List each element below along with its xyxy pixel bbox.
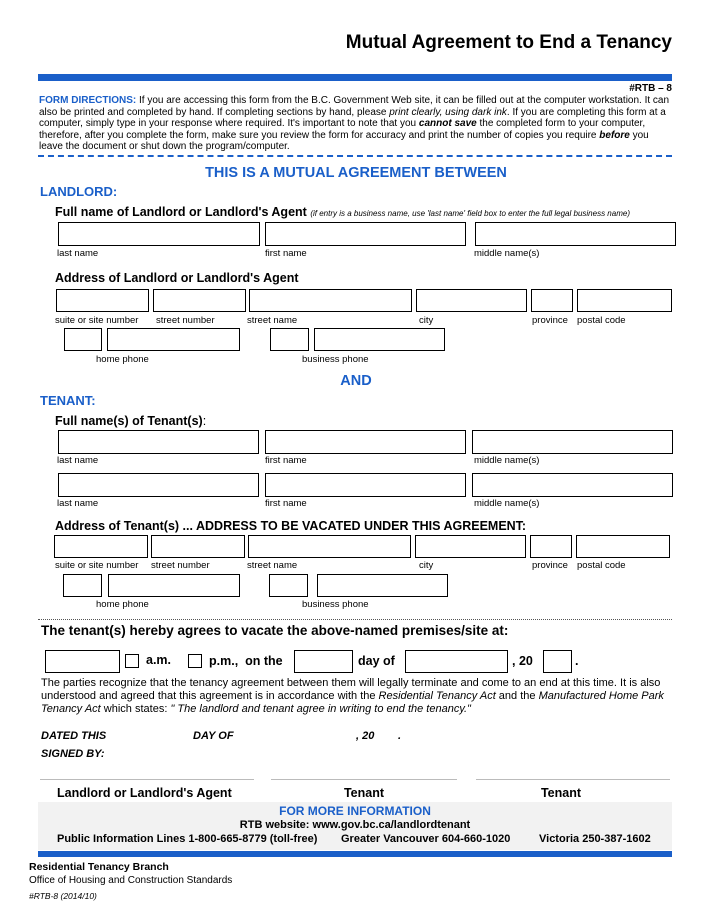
dashed-divider bbox=[38, 155, 672, 157]
tenant-province-label: province bbox=[532, 560, 568, 571]
signing-comma-20-label: , 20 bbox=[356, 730, 375, 742]
landlord-city-input[interactable] bbox=[416, 289, 527, 312]
form-title: Mutual Agreement to End a Tenancy bbox=[345, 32, 672, 53]
landlord-signature-line[interactable] bbox=[40, 779, 254, 780]
tenant-street-number-label: street number bbox=[151, 560, 210, 571]
form-number: #RTB – 8 bbox=[629, 83, 672, 94]
tenant1-last-name-input[interactable] bbox=[58, 430, 259, 454]
paragraph-rta: Residential Tenancy Act bbox=[378, 690, 496, 702]
info-phone-toll-free: Public Information Lines 1-800-665-8779 (toll-free) bbox=[57, 833, 318, 845]
info-phone-victoria: Victoria 250-387-1602 bbox=[539, 833, 651, 845]
agreement-paragraph bbox=[41, 677, 673, 716]
signing-period: . bbox=[398, 730, 402, 742]
paragraph-text-1: The parties recognize that the tenancy agreement between them will legally terminate and come to an end at this time. It is also understood and agreed that this agreement is in accordance with the bbox=[41, 677, 661, 702]
landlord-street-number-label: street number bbox=[156, 315, 215, 326]
landlord-business-phone-input[interactable] bbox=[314, 328, 445, 351]
footer-office: Office of Housing and Construction Standards bbox=[29, 875, 233, 886]
landlord-postal-input[interactable] bbox=[577, 289, 672, 312]
signing-day-of-label: DAY OF bbox=[193, 730, 234, 742]
landlord-street-number-input[interactable] bbox=[153, 289, 246, 312]
tenant2-last-name-label: last name bbox=[57, 498, 99, 509]
landlord-province-input[interactable] bbox=[531, 289, 573, 312]
tenant-home-area-code-input[interactable] bbox=[63, 574, 102, 597]
vacate-month-input[interactable] bbox=[405, 650, 508, 673]
top-blue-bar bbox=[38, 74, 672, 81]
tenant2-first-name-label: first name bbox=[265, 498, 307, 509]
landlord-street-name-input[interactable] bbox=[249, 289, 412, 312]
tenant1-first-name-input[interactable] bbox=[265, 430, 466, 454]
landlord-name-note: (if entry is a business name, use 'last name' field box to enter the full legal business name) bbox=[310, 209, 630, 218]
tenant-province-input[interactable] bbox=[530, 535, 572, 558]
directions-cannot-save: cannot save bbox=[418, 118, 477, 130]
comma-20-label: , 20 bbox=[512, 654, 533, 668]
tenant-name-colon: : bbox=[202, 414, 207, 428]
tenant2-first-name-input[interactable] bbox=[265, 473, 466, 497]
landlord-city-label: city bbox=[419, 315, 434, 326]
tenant1-middle-name-label: middle name(s) bbox=[474, 455, 540, 466]
info-website: RTB website: www.gov.bc.ca/landlordtenant bbox=[239, 819, 471, 831]
tenant-business-area-code-input[interactable] bbox=[269, 574, 308, 597]
paragraph-text-3: which states: bbox=[100, 703, 171, 715]
tenant-city-input[interactable] bbox=[415, 535, 526, 558]
landlord-signature-label: Landlord or Landlord's Agent bbox=[57, 786, 232, 800]
info-title: FOR MORE INFORMATION bbox=[279, 804, 431, 818]
tenant-suite-input[interactable] bbox=[54, 535, 148, 558]
dated-this-label: DATED THIS bbox=[41, 730, 107, 742]
landlord-province-label: province bbox=[532, 315, 568, 326]
tenant-suite-label: suite or site number bbox=[55, 560, 139, 571]
landlord-postal-label: postal code bbox=[577, 315, 626, 326]
tenant-address-label: Address of Tenant(s) ... ADDRESS TO BE VACATED UNDER THIS AGREEMENT: bbox=[55, 519, 527, 533]
landlord-home-phone-input[interactable] bbox=[107, 328, 240, 351]
landlord-middle-name-label: middle name(s) bbox=[474, 248, 540, 259]
landlord-first-name-input[interactable] bbox=[265, 222, 466, 246]
tenant-business-phone-input[interactable] bbox=[317, 574, 448, 597]
tenant1-middle-name-input[interactable] bbox=[472, 430, 673, 454]
on-the-label: on the bbox=[245, 654, 283, 668]
directions-italic: print clearly, using dark ink bbox=[389, 106, 507, 118]
pm-label bbox=[209, 654, 283, 668]
vacate-year-input[interactable] bbox=[543, 650, 572, 673]
agreement-heading: THIS IS A MUTUAL AGREEMENT BETWEEN bbox=[205, 165, 507, 181]
tenant1-last-name-label: last name bbox=[57, 455, 99, 466]
directions-text-3: the completed form to your computer, therefore, after you complete the form, make sure you review the form for accuracy and print the number of copies you require bbox=[39, 118, 646, 141]
landlord-last-name-input[interactable] bbox=[58, 222, 260, 246]
paragraph-text-2: and the bbox=[495, 690, 539, 702]
day-of-label: day of bbox=[358, 654, 395, 668]
directions-label: FORM DIRECTIONS: bbox=[39, 95, 137, 106]
landlord-address-label: Address of Landlord or Landlord's Agent bbox=[55, 271, 299, 285]
landlord-middle-name-input[interactable] bbox=[475, 222, 676, 246]
vacate-period: . bbox=[575, 654, 579, 668]
pm-text: p.m., bbox=[209, 654, 239, 668]
tenant-postal-input[interactable] bbox=[576, 535, 670, 558]
landlord-last-name-label: last name bbox=[57, 248, 99, 259]
tenant2-signature-line[interactable] bbox=[476, 779, 670, 780]
landlord-business-area-code-input[interactable] bbox=[270, 328, 309, 351]
form-directions bbox=[39, 95, 671, 153]
directions-text-2: . If you are completing this form at a computer, simply type in your response where required. It's important to note that you bbox=[39, 106, 666, 130]
landlord-name-label-text: Full name of Landlord or Landlord's Agent bbox=[55, 205, 307, 219]
tenant2-signature-label: Tenant bbox=[540, 786, 582, 800]
tenant1-first-name-label: first name bbox=[265, 455, 307, 466]
tenant-postal-label: postal code bbox=[577, 560, 626, 571]
landlord-suite-input[interactable] bbox=[56, 289, 149, 312]
am-label: a.m. bbox=[146, 653, 172, 667]
info-phone-vancouver: Greater Vancouver 604-660-1020 bbox=[341, 833, 511, 845]
directions-before: before bbox=[599, 129, 630, 141]
and-label: AND bbox=[340, 373, 372, 389]
landlord-first-name-label: first name bbox=[265, 248, 307, 259]
directions-text-1: If you are accessing this form from the B.C. Government Web site, it can be filled out at the computer workstation. It can also be printed and completed by hand. If completing sections by hand, please bbox=[39, 95, 670, 118]
directions-text-4: you leave the document or shut down the program/computer. bbox=[39, 129, 649, 153]
tenant2-middle-name-label: middle name(s) bbox=[474, 498, 540, 509]
landlord-home-area-code-input[interactable] bbox=[64, 328, 102, 351]
landlord-business-phone-label: business phone bbox=[302, 354, 369, 365]
landlord-name-label bbox=[55, 205, 695, 219]
tenant-street-name-label: street name bbox=[247, 560, 298, 571]
tenant-name-label-text: Full name(s) of Tenant(s) bbox=[55, 414, 203, 428]
tenant-business-phone-label: business phone bbox=[302, 599, 369, 610]
bottom-blue-bar bbox=[38, 851, 672, 857]
am-checkbox[interactable] bbox=[125, 654, 139, 668]
landlord-heading: LANDLORD: bbox=[40, 184, 118, 199]
vacate-time-input[interactable] bbox=[45, 650, 120, 673]
paragraph-mhpta: Manufactured Home Park Tenancy Act bbox=[41, 690, 664, 715]
tenant1-signature-label: Tenant bbox=[343, 786, 385, 800]
tenant2-last-name-input[interactable] bbox=[58, 473, 259, 497]
tenant-heading: TENANT: bbox=[40, 393, 96, 408]
signed-by-label: SIGNED BY: bbox=[41, 748, 105, 760]
landlord-home-phone-label: home phone bbox=[96, 354, 149, 365]
paragraph-quote: " The landlord and tenant agree in writing to end the tenancy." bbox=[170, 703, 471, 715]
tenant-city-label: city bbox=[419, 560, 434, 571]
footer-code: #RTB-8 (2014/10) bbox=[29, 891, 97, 901]
tenant-street-number-input[interactable] bbox=[151, 535, 245, 558]
landlord-suite-label: suite or site number bbox=[55, 315, 139, 326]
tenant2-middle-name-input[interactable] bbox=[472, 473, 673, 497]
tenant-street-name-input[interactable] bbox=[248, 535, 411, 558]
tenant-home-phone-label: home phone bbox=[96, 599, 149, 610]
footer-org: Residential Tenancy Branch bbox=[29, 861, 169, 873]
vacate-heading: The tenant(s) hereby agrees to vacate the above-named premises/site at: bbox=[41, 623, 509, 638]
tenant-name-label bbox=[55, 414, 206, 428]
dotted-divider bbox=[38, 619, 672, 620]
vacate-day-input[interactable] bbox=[294, 650, 353, 673]
tenant1-signature-line[interactable] bbox=[271, 779, 457, 780]
landlord-street-name-label: street name bbox=[247, 315, 298, 326]
tenant-home-phone-input[interactable] bbox=[108, 574, 240, 597]
pm-checkbox[interactable] bbox=[188, 654, 202, 668]
